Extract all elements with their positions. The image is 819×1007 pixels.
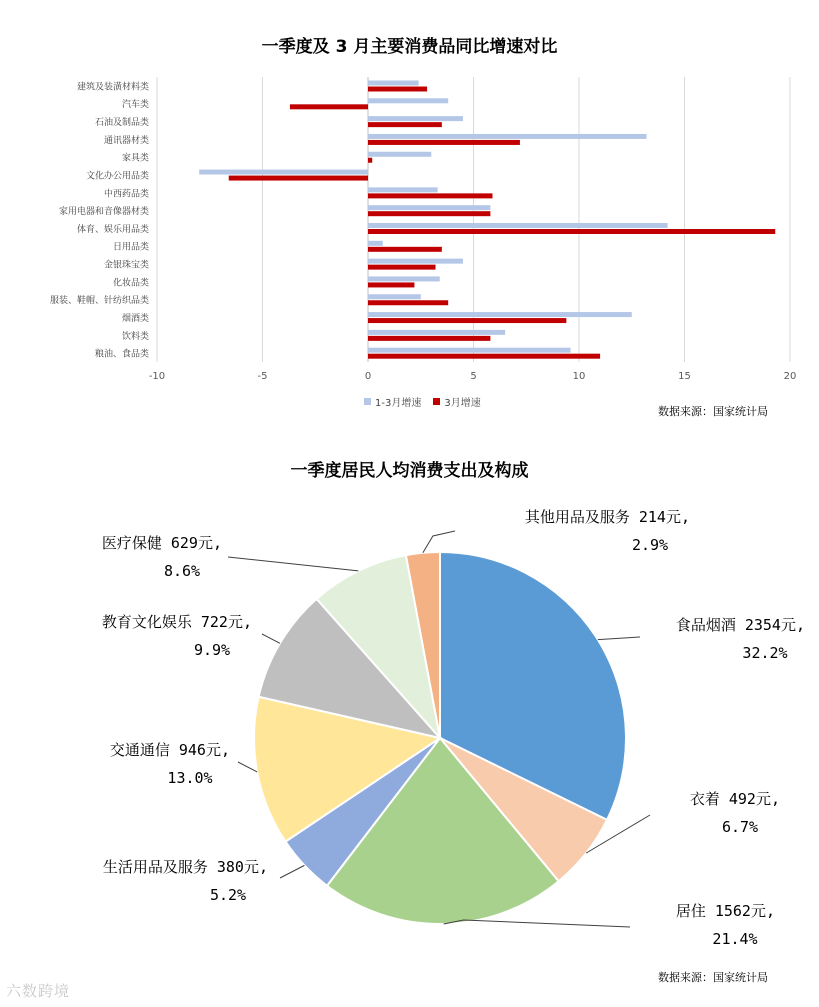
pie-leader-line-4 (238, 762, 257, 772)
x-tick-label-2: 0 (364, 371, 372, 382)
pie-label-1: 衣着 492元, (689, 790, 780, 808)
bar-chart-source: 数据来源：国家统计局 (658, 405, 768, 418)
pie-label-0: 食品烟酒 2354元, (675, 616, 805, 634)
pie-percent-4: 13.0% (167, 769, 213, 787)
pie-leader-line-7 (423, 531, 455, 553)
watermark: 六数跨境 (6, 982, 71, 1000)
category-label-3: 通讯器材类 (103, 135, 149, 146)
category-label-13: 烟酒类 (121, 313, 149, 324)
pie-leader-line-3 (280, 865, 304, 878)
x-tick-label-0: -10 (148, 371, 166, 382)
pie-percent-0: 32.2% (742, 644, 788, 662)
pie-percent-3: 5.2% (209, 886, 247, 904)
pie-label-4: 交通通信 946元, (109, 741, 230, 759)
x-tick-label-3: 5 (470, 371, 477, 382)
category-label-4: 家具类 (121, 153, 149, 164)
pie-leader-line-6 (228, 557, 358, 571)
category-label-8: 体育、娱乐用品类 (76, 224, 149, 235)
category-label-5: 文化办公用品类 (85, 171, 149, 182)
category-label-7: 家用电器和音像器材类 (58, 207, 149, 218)
category-label-12: 服装、鞋帽、针纺织品类 (49, 296, 149, 307)
pie-percent-7: 2.9% (631, 536, 669, 554)
legend-label-series-1: 1-3月增速 (375, 398, 422, 409)
pie-chart-title: 一季度居民人均消费支出及构成 (290, 461, 529, 481)
x-tick-label-4: 10 (572, 371, 586, 382)
x-tick-label-5: 15 (678, 371, 691, 382)
pie-leader-line-0 (598, 637, 640, 640)
category-label-15: 粮油、食品类 (94, 349, 149, 360)
pie-leader-line-5 (262, 634, 280, 643)
category-label-14: 饮料类 (121, 331, 149, 342)
pie-chart-source: 数据来源：国家统计局 (658, 971, 768, 984)
x-tick-label-6: 20 (783, 371, 797, 382)
pie-percent-5: 9.9% (193, 641, 231, 659)
category-label-2: 石油及制品类 (94, 118, 149, 129)
pie-percent-2: 21.4% (712, 930, 758, 948)
pie-label-7: 其他用品及服务 214元, (524, 508, 690, 526)
x-tick-label-1: -5 (257, 371, 268, 382)
pie-label-5: 教育文化娱乐 722元, (101, 613, 252, 631)
pie-percent-1: 6.7% (721, 818, 759, 836)
bar-chart-title: 一季度及 3 月主要消费品同比增速对比 (261, 37, 558, 57)
category-label-1: 汽车类 (121, 100, 149, 111)
category-label-6: 中西药品类 (103, 189, 149, 200)
pie-label-6: 医疗保健 629元, (101, 534, 222, 552)
pie-label-3: 生活用品及服务 380元, (102, 858, 268, 876)
legend-label-series-2: 3月增速 (444, 398, 481, 409)
category-label-0: 建筑及装潢材料类 (76, 82, 149, 93)
category-label-9: 日用品类 (112, 242, 149, 253)
pie-label-2: 居住 1562元, (675, 902, 775, 920)
pie-percent-6: 8.6% (163, 562, 201, 580)
category-label-10: 金银珠宝类 (103, 260, 149, 271)
category-label-11: 化妆品类 (112, 278, 149, 289)
